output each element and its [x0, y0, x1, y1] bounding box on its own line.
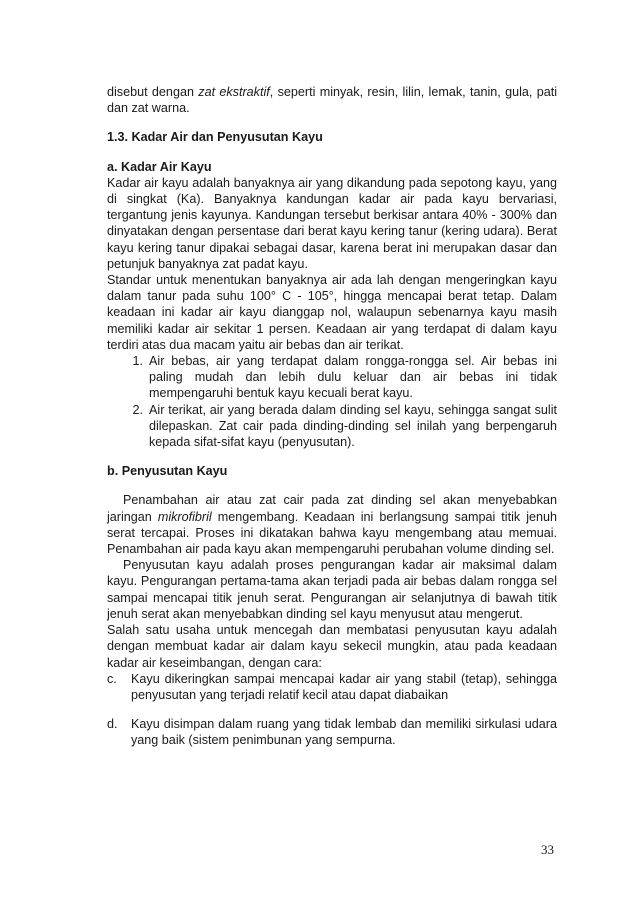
document-page [107, 84, 557, 749]
penyusutan-paragraph-3: Salah satu usaha untuk mencegah dan membatasi penyusutan kayu adalah dengan membuat kadar air dalam kayu sekecil mungkin, atau pada keadaan kadar air keseimbangan, dengan cara: [107, 623, 557, 670]
list-item: 2. Air terikat, air yang berada dalam dinding sel kayu, sehingga sangat sulit dilepaskan. Zat cair pada dinding-dinding sel inilah yang berpengaruh kepada sifat-sifat kayu (penyusutan). [132, 402, 557, 450]
kadar-air-paragraph-2: Standar untuk menentukan banyaknya air ada lah dengan mengeringkan kayu dalam tanur pada suhu 100° C - 105°, hingga mencapai berat tetap. Dalam keadaan ini kadar air kayu dianggap nol, walaupun sebenarnya kayu masih memiliki kadar air sekitar 1 persen. Keadaan air yang terdapat di dalam kayu terdiri atas dua macam yaitu air bebas dan air terikat. [107, 273, 557, 352]
water-types-list [107, 353, 557, 450]
page-number: 33 [541, 842, 554, 857]
penyusutan-paragraph-1: Penambahan air atau zat cair pada zat dinding sel akan menyebabkan jaringan mikrofibril mengembang. Keadaan ini berlangsung sampai titik jenuh serat tercapai. Proses ini dikatakan bahwa kayu mengembang atau memuai. Penambahan air pada kayu akan mempengaruhi perubahan volume dinding sel. [107, 493, 558, 557]
penyusutan-paragraph-2: Penyusutan kayu adalah proses pengurangan kadar air maksimal dalam kayu. Pengurangan pertama-tama akan terjadi pada air bebas dalam rongga sel sampai mencapai titik jenuh serat. Pengurangan air selanjutnya di bawah titik jenuh serat akan menyebabkan dinding sel kayu menyusut atau mengerut. [107, 558, 557, 621]
subsection-b-heading: b. Penyusutan Kayu [107, 464, 228, 479]
section-heading: 1.3. Kadar Air dan Penyusutan Kayu [107, 130, 323, 145]
prevention-list-continued [107, 716, 557, 748]
list-item-c: c. Kayu dikeringkan sampai mencapai kadar air yang stabil (tetap), sehingga penyusutan yang terjadi relatif kecil atau dapat diabaikan [107, 671, 557, 702]
kadar-air-paragraph-1: Kadar air kayu adalah banyaknya air yang dikandung pada sepotong kayu, yang di singkat (Ka). Banyaknya kandungan kadar air pada kayu bervariasi, tergantung jenis kayunya. Kandungan tersebut berkisar antara 40% - 300% dan dinyatakan dengan persentase dari berat kayu kering tanur (kering udara). Berat kayu kering tanur dipakai sebagai dasar, karena berat ini merupakan dasar dan petunjuk banyaknya zat padat kayu. [107, 175, 557, 271]
list-item: 1. Air bebas, air yang terdapat dalam rongga-rongga sel. Air bebas ini paling mudah dan lebih dulu keluar dan air bebas ini tidak mempengaruhi bentuk kayu kecuali berat kayu. [132, 354, 557, 401]
term-mikrofibril: mikrofibril [157, 509, 212, 524]
list-item-d: d. Kayu disimpan dalam ruang yang tidak lembab dan memiliki sirkulasi udara yang baik (sistem penimbunan yang sempurna. [107, 717, 557, 748]
term-zat-ekstraktif: zat ekstraktif [198, 85, 270, 99]
prevention-list [107, 671, 557, 703]
subsection-a-heading: a. Kadar Air Kayu [107, 159, 212, 174]
intro-paragraph: disebut dengan zat ekstraktif, seperti minyak, resin, lilin, lemak, tanin, gula, pati dan zat warna. [107, 85, 557, 116]
